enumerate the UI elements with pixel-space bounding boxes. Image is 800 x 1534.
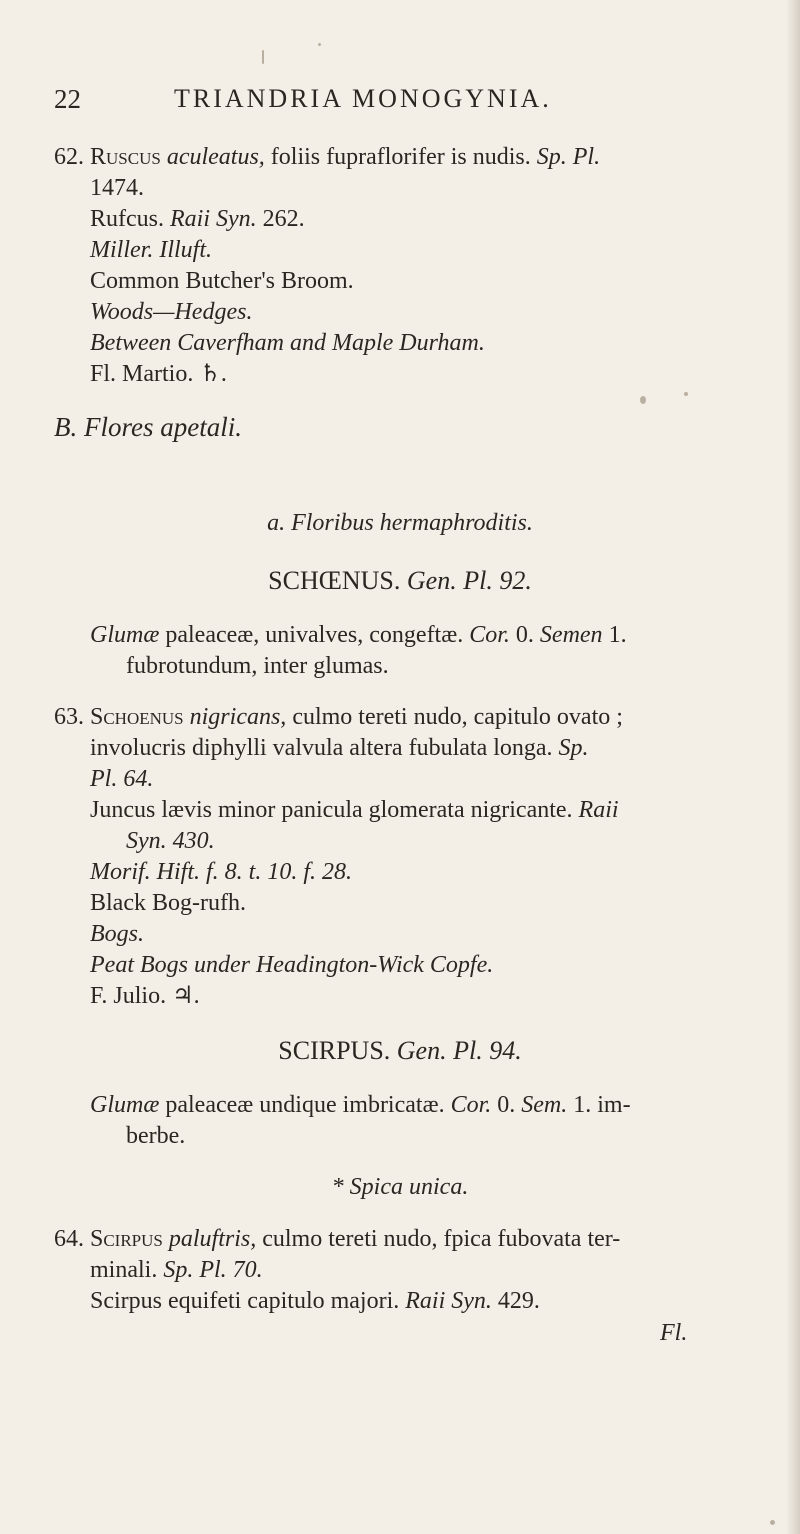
entry-62-habitat: Woods—Hedges.	[90, 299, 253, 325]
entry-62-synonym-2: Miller. Illuft.	[90, 237, 212, 263]
running-title: TRIANDRIA MONOGYNIA.	[174, 84, 552, 113]
synonym-page: 429.	[497, 1288, 540, 1314]
page-number: 22	[54, 84, 81, 114]
genus-name: Schoenus	[90, 704, 184, 730]
entry-63-desc-2	[90, 733, 589, 763]
term-sem: Sem.	[521, 1092, 568, 1118]
spica-unica-heading: * Spica unica.	[331, 1174, 469, 1200]
entry-62-synonym-1	[90, 204, 305, 234]
description: culmo tereti nudo, capitulo ovato ;	[292, 704, 623, 730]
entry-63-flowering: F. Julio. ♃.	[90, 983, 200, 1009]
entry-64-synonym-1	[90, 1286, 540, 1316]
entry-64-heading	[54, 1224, 620, 1254]
reference-sp: Sp.	[558, 735, 589, 761]
scirpus-genus-heading	[0, 1036, 800, 1066]
sem-value: 1. im-	[573, 1092, 631, 1118]
entry-64-desc-2	[90, 1255, 263, 1285]
entry-63-desc-3: Pl. 64.	[90, 766, 154, 792]
entry-62-locality: Between Caverfham and Maple Durham.	[90, 330, 485, 356]
paper-speck	[640, 396, 646, 404]
entry-number: 62.	[54, 144, 84, 170]
glumae-text: paleaceæ, univalves, congeftæ.	[165, 622, 464, 648]
synonym-text: Juncus lævis minor panicula glomerata nigricante.	[90, 797, 573, 823]
schoenus-genus-heading	[0, 566, 800, 596]
genus-name: Scirpus	[90, 1226, 163, 1252]
synonym-page: f. 8. t. 10. f. 28.	[206, 859, 353, 885]
entry-number: 63.	[54, 704, 84, 730]
description: minali.	[90, 1257, 158, 1283]
cor-value: 0.	[515, 622, 534, 648]
entry-63-locality: Peat Bogs under Headington-Wick Copfe.	[90, 952, 494, 978]
term-cor: Cor.	[450, 1092, 492, 1118]
section-b-heading: B. Flores apetali.	[54, 412, 242, 442]
genus-reference: Gen. Pl. 94.	[396, 1036, 522, 1065]
synonym-name: Rufcus.	[90, 206, 164, 232]
term-glumae: Glumæ	[90, 1092, 160, 1118]
paper-speck	[318, 43, 321, 46]
entry-62-heading	[54, 142, 600, 172]
reference-pl: Pl.	[572, 144, 601, 170]
catchword: Fl.	[660, 1320, 688, 1346]
reference-sp-pl: Sp. Pl. 70.	[163, 1257, 263, 1283]
term-cor: Cor.	[469, 622, 510, 648]
scirpus-genus-description	[90, 1090, 631, 1120]
genus-name: Ruscus	[90, 144, 161, 170]
schoenus-genus-description-cont: fubrotundum, inter glumas.	[126, 653, 389, 679]
cor-value: 0.	[497, 1092, 516, 1118]
genus-title: SCIRPUS.	[278, 1036, 391, 1065]
entry-62-common-name: Common Butcher's Broom.	[90, 268, 354, 294]
synonym-text: Scirpus equifeti capitulo majori.	[90, 1288, 400, 1314]
description: involucris diphylli valvula altera fubulata longa.	[90, 735, 553, 761]
entry-63-heading	[54, 702, 623, 732]
page-edge-shadow	[786, 0, 800, 1534]
synonym-source: Morif. Hift.	[90, 859, 201, 885]
subsection-a-heading: a. Floribus hermaphroditis.	[267, 510, 533, 536]
synonym-source: Raii Syn.	[405, 1288, 492, 1314]
synonym-page: 262.	[262, 206, 305, 232]
entry-number: 64.	[54, 1226, 84, 1252]
entry-62-flowering: Fl. Martio. ♄.	[90, 361, 227, 387]
paper-speck	[770, 1520, 775, 1525]
species-name: nigricans,	[189, 704, 287, 730]
synonym-source: Raii	[578, 797, 619, 823]
entry-63-synonym-2	[90, 857, 352, 887]
species-name: aculeatus,	[166, 144, 265, 170]
entry-63-habitat: Bogs.	[90, 921, 144, 947]
genus-title: SCHŒNUS.	[268, 566, 401, 595]
semen-value: 1.	[608, 622, 627, 648]
glumae-text: paleaceæ undique imbricatæ.	[165, 1092, 445, 1118]
genus-reference: Gen. Pl. 92.	[406, 566, 532, 595]
schoenus-genus-description	[90, 620, 627, 650]
description: foliis fupraflorifer is nudis.	[270, 144, 531, 170]
entry-63-synonym-1	[90, 795, 619, 825]
description: culmo tereti nudo, fpica fubovata ter-	[262, 1226, 621, 1252]
reference-sp: Sp.	[536, 144, 567, 170]
entry-62-ref-number: 1474.	[90, 175, 144, 201]
page-header	[54, 84, 614, 124]
scirpus-genus-description-cont: berbe.	[126, 1123, 186, 1149]
term-semen: Semen	[539, 622, 603, 648]
paper-speck	[684, 392, 688, 396]
term-glumae: Glumæ	[90, 622, 160, 648]
species-name: paluftris,	[168, 1226, 257, 1252]
synonym-source: Raii Syn.	[170, 206, 257, 232]
entry-63-synonym-1-cont: Syn. 430.	[126, 828, 215, 854]
entry-63-common-name: Black Bog-rufh.	[90, 890, 246, 916]
paper-speck	[262, 50, 264, 64]
